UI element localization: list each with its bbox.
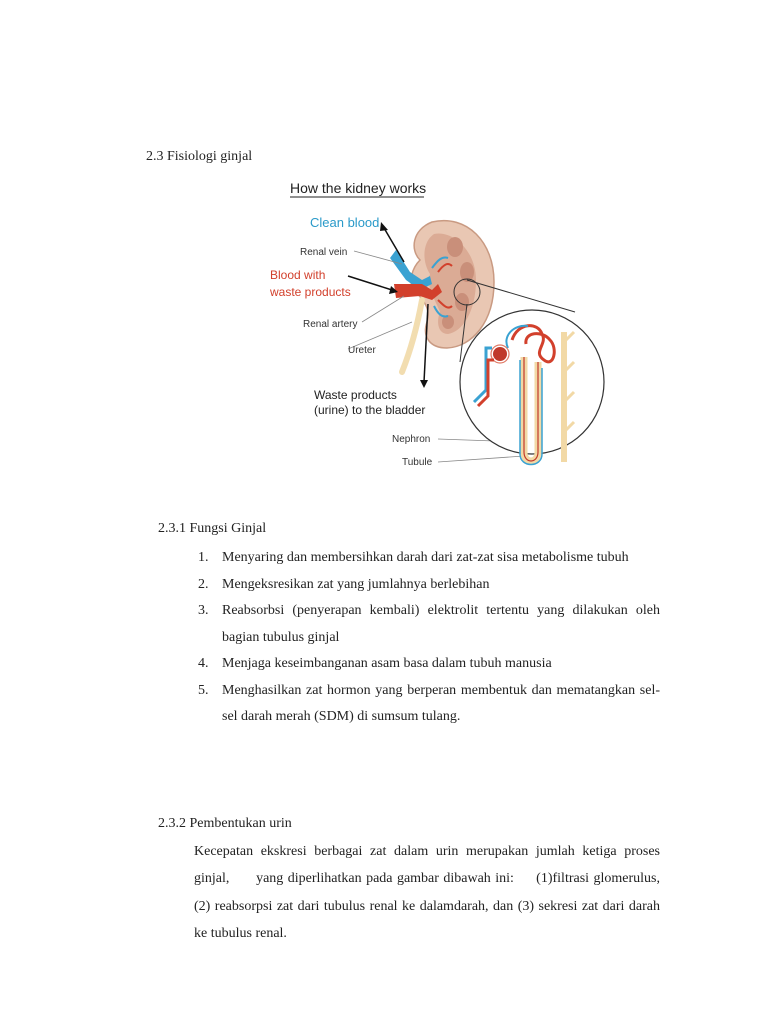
figure-title: How the kidney works	[290, 180, 427, 196]
urine-heading: 2.3.2 Pembentukan urin	[158, 816, 292, 831]
list-item	[198, 651, 660, 678]
label-waste-bladder-2: (urine) to the bladder	[314, 403, 426, 417]
section-heading: 2.3 Fisiologi ginjal	[146, 149, 253, 164]
list-item	[198, 545, 660, 572]
list-item-number: 3.	[198, 603, 209, 618]
list-item-text: Menghasilkan zat hormon yang berperan membentuk dan mematangkan sel-sel darah merah (SDM) di sumsum tulang.	[222, 682, 660, 724]
list-item-number: 4.	[198, 656, 209, 671]
label-waste-bladder-1: Waste products	[314, 388, 397, 402]
list-item	[198, 572, 660, 599]
list-item-text: Menyaring dan membersihkan darah dari zat-zat sisa metabolisme tubuh	[222, 550, 629, 565]
label-blood-waste-1: Blood with	[270, 268, 326, 282]
list-item-text: Mengeksresikan zat yang jumlahnya berlebihan	[222, 576, 490, 592]
list-item-number: 2.	[198, 576, 209, 592]
list-item	[198, 678, 660, 731]
list-item-text: Reabsorbsi (penyerapan kembali) elektrolit tertentu yang dilakukan oleh bagian tubulus ginjal	[222, 603, 660, 645]
nephron-zoom	[460, 310, 604, 465]
functions-list	[198, 545, 660, 731]
list-item	[198, 598, 660, 651]
label-tubule: Tubule	[402, 457, 433, 468]
label-clean-blood: Clean blood	[310, 215, 380, 230]
label-blood-waste-2: waste products	[270, 285, 351, 299]
label-nephron: Nephron	[392, 434, 431, 445]
list-item-number: 5.	[198, 682, 209, 698]
functions-heading: 2.3.1 Fungsi Ginjal	[158, 521, 267, 536]
label-renal-artery: Renal artery	[303, 319, 358, 330]
kidney-figure	[262, 172, 612, 478]
list-item-number: 1.	[198, 550, 209, 565]
list-item-text: Menjaga keseimbanganan asam basa dalam tubuh manusia	[222, 656, 552, 671]
label-renal-vein: Renal vein	[300, 247, 348, 258]
label-ureter: Ureter	[348, 345, 376, 356]
urine-paragraph: Kecepatan ekskresi berbagai zat dalam urin merupakan jumlah ketiga proses ginjal, yang diperlihatkan pada gambar dibawah ini: (1)filtrasi glomerulus, (2) reabsorpsi zat dari tubulus renal ke dalamdarah, dan (3) sekresi zat dari darah ke tubulus renal.	[194, 844, 664, 941]
